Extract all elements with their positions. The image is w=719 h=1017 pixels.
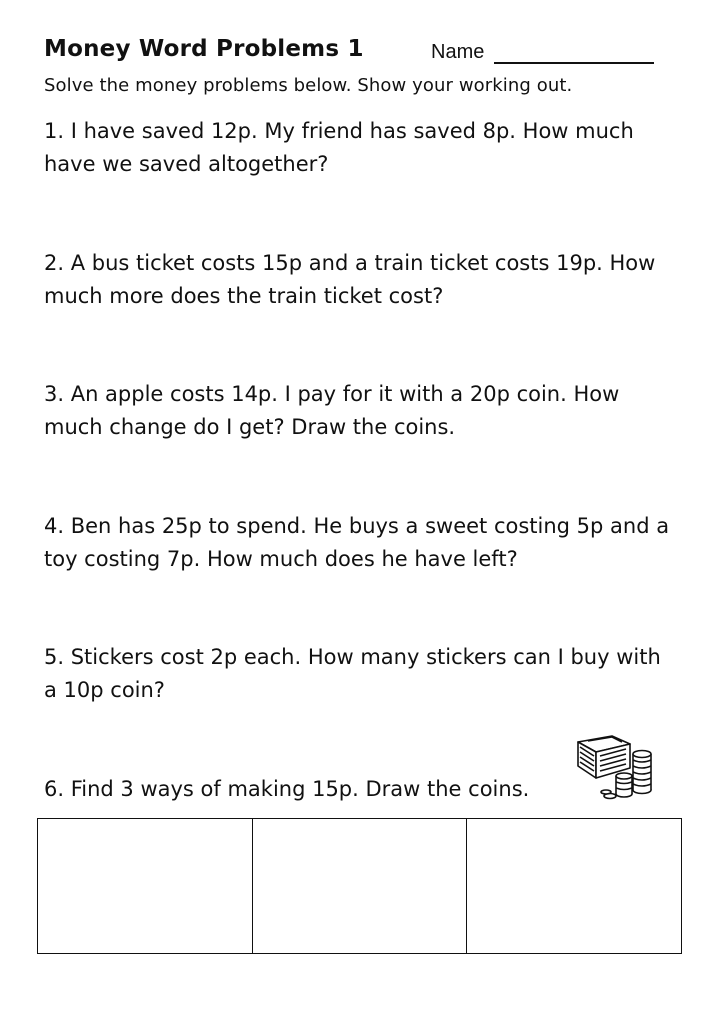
name-label: Name [431,41,485,63]
problem-1: 1. I have saved 12p. My friend has saved 8p. How much have we saved altogether? [44,119,634,176]
money-stack-icon [572,732,654,802]
answer-box-3[interactable] [466,819,681,953]
worksheet-title: Money Word Problems 1 [44,36,364,62]
answer-box-2[interactable] [252,819,467,953]
answer-grid [37,818,682,954]
problem-4: 4. Ben has 25p to spend. He buys a sweet costing 5p and a toy costing 7p. How much does he have left? [44,514,670,571]
problem-2: 2. A bus ticket costs 15p and a train ticket costs 19p. How much more does the train ticket cost? [44,251,656,308]
problem-5: 5. Stickers cost 2p each. How many stickers can I buy with a 10p coin? [44,645,661,702]
answer-box-1[interactable] [38,819,252,953]
problem-6: 6. Find 3 ways of making 15p. Draw the coins. [44,777,530,801]
instructions: Solve the money problems below. Show your working out. [44,75,573,96]
name-answer-line [494,62,654,64]
problem-3: 3. An apple costs 14p. I pay for it with a 20p coin. How much change do I get? Draw the coins. [44,382,620,439]
